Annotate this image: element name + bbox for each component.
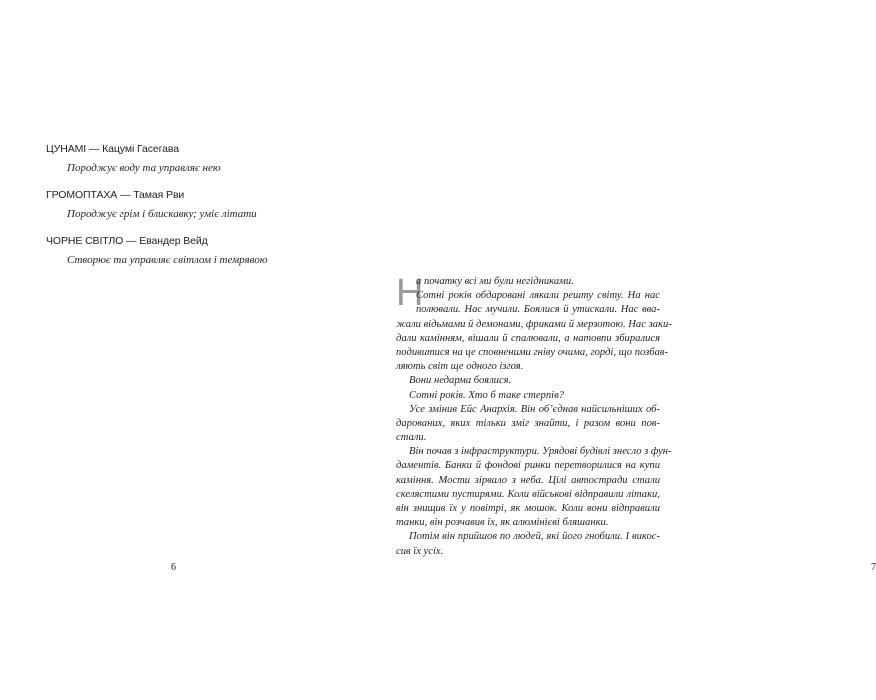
text-line: даментів. Банки й фондові ринки перетворилися на купи xyxy=(396,460,660,472)
text-line: Сотні років. Хто б таке стерпів? xyxy=(409,389,564,401)
text-line: Усе змінив Ейс Анархія. Він об’єднав найсильніших об- xyxy=(409,403,660,415)
character-entry xyxy=(46,234,306,267)
character-name: ГРОМОПТАХА — Тамая Рви xyxy=(46,189,185,201)
character-power: Породжує грім і блискавку; уміє літати xyxy=(67,208,257,220)
text-line: полювали. Нас мучили. Боялися й утискали. Нас вва- xyxy=(416,304,660,316)
text-line: подивитися на це сповненими гніву очима, горді, що позбав- xyxy=(396,346,669,358)
text-line: каміння. Мости зірвало з неба. Цілі автостради стали xyxy=(396,474,660,486)
text-line: ляють світ ще одного ізгоя. xyxy=(396,361,524,373)
text-line: дали камінням, вішали й спалювали, а натовпи збиралися xyxy=(396,332,660,344)
character-name: ЧОРНЕ СВІТЛО — Евандер Вейд xyxy=(46,235,208,247)
character-entry xyxy=(46,188,306,221)
left-page xyxy=(0,0,350,700)
character-power: Створює та управляє світлом і темрявою xyxy=(67,254,268,266)
text-line: дарованих, яких тільки зміг знайти, і разом вони пов- xyxy=(396,417,660,429)
text-line: він знищив їх у повітрі, як мошок. Коли вони відправили xyxy=(396,503,660,514)
character-power: Породжує воду та управляє нею xyxy=(67,162,221,174)
character-list xyxy=(46,142,306,280)
text-line: Вони недарма боялися. xyxy=(409,375,512,387)
text-line: а початку всі ми були негідниками. xyxy=(416,276,574,287)
character-entry xyxy=(46,142,306,175)
page-number: 6 xyxy=(171,562,176,573)
text-line: Потім він прийшов по людей, які його гнобили. І викос- xyxy=(409,531,660,543)
text-line: скелястими пустирями. Коли військові відправили літаки, xyxy=(396,488,660,500)
text-line: Він почав з інфраструктури. Урядові будівлі знесло з фун- xyxy=(409,446,672,458)
character-name: ЦУНАМІ — Кацумі Гасегава xyxy=(46,143,179,155)
text-line: стали. xyxy=(396,432,427,444)
text-line: жали відьмами й демонами, фриками й мерзотою. Нас заки- xyxy=(396,318,672,330)
text-line: сив їх усіх. xyxy=(396,545,444,557)
text-line: Сотні років обдаровані лякали решту світу. На нас xyxy=(416,290,660,302)
text-line: танки, він розчавив їх, як алюмінієві бляшанки. xyxy=(396,517,609,529)
chapter-text xyxy=(396,272,672,559)
drop-cap: Н xyxy=(396,272,423,314)
page-number: 7 xyxy=(871,562,876,573)
